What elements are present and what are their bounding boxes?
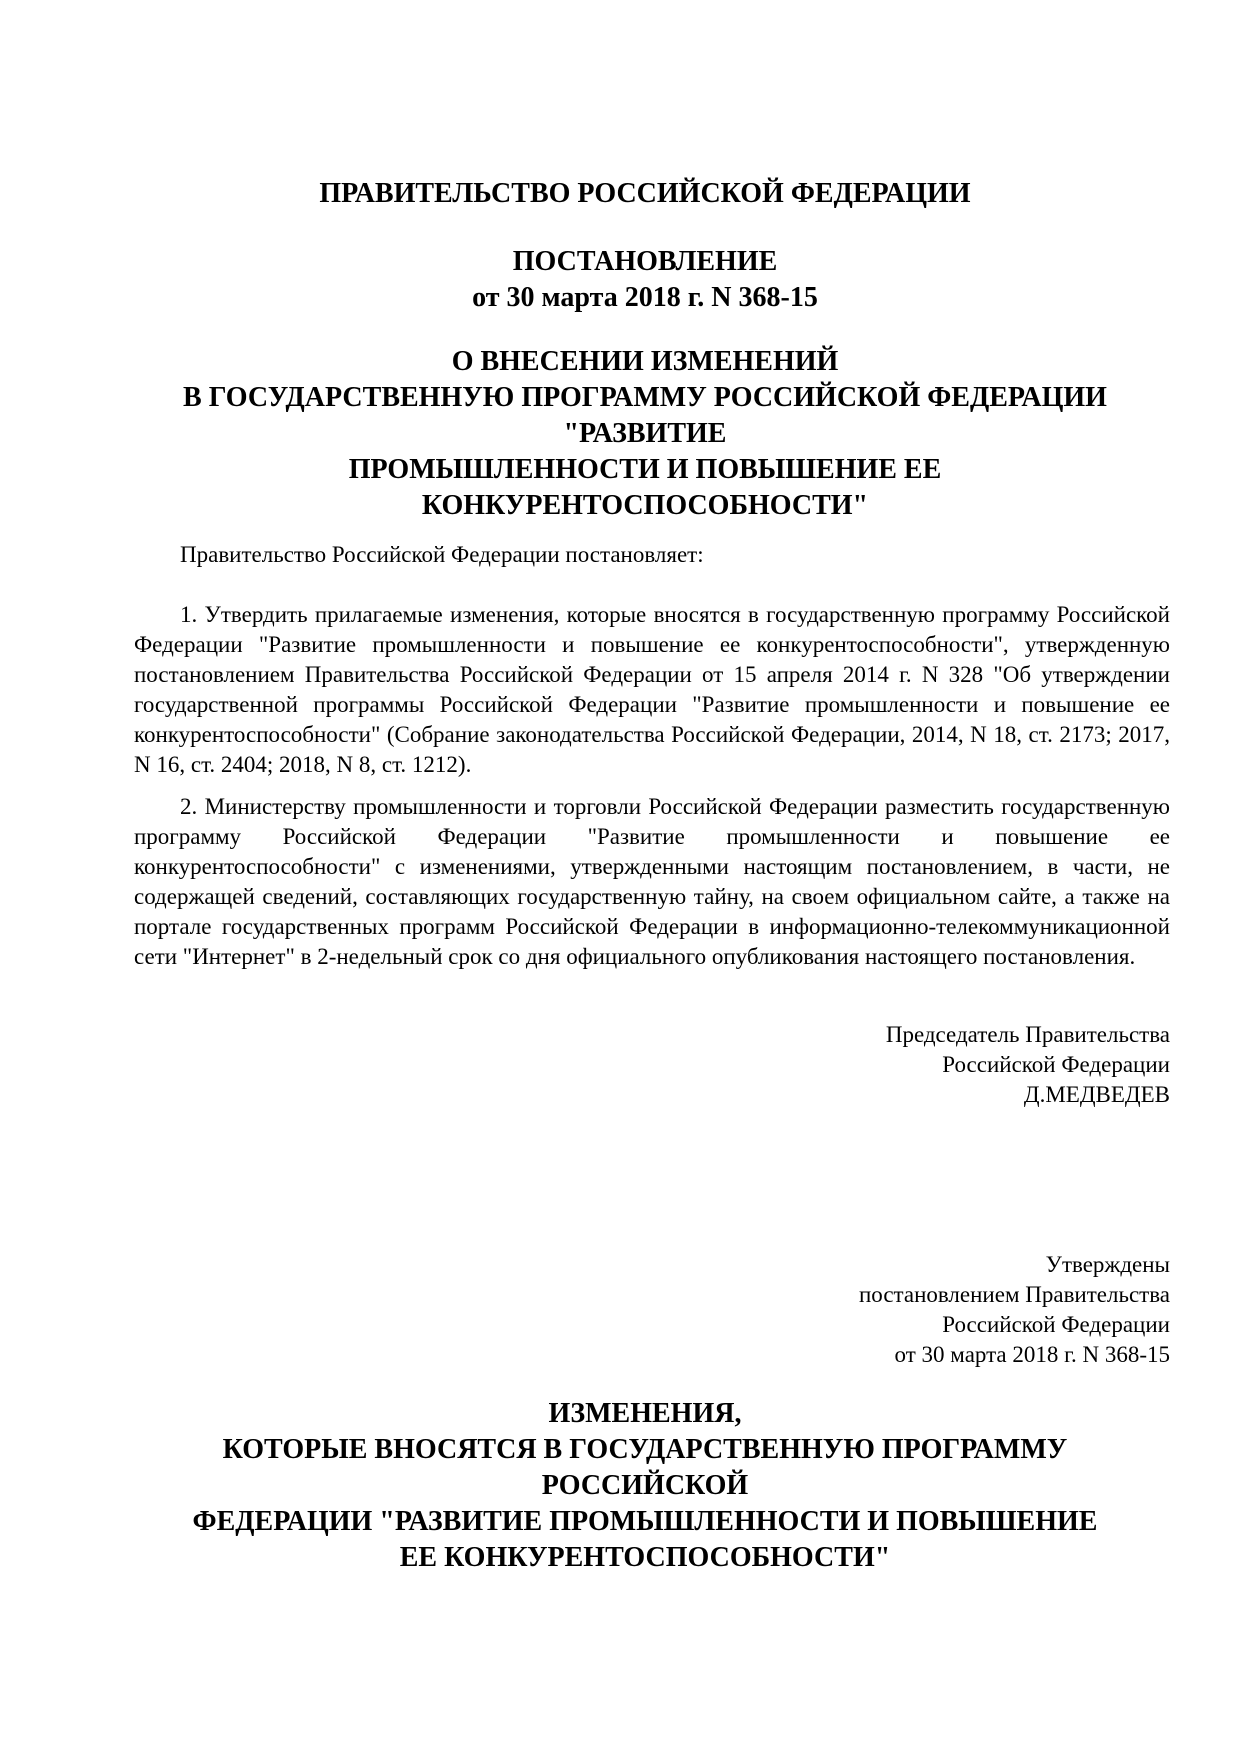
changes-title-line: РОССИЙСКОЙ <box>541 1470 749 1501</box>
approval-line: Утверждены <box>1045 1252 1170 1277</box>
decree-heading <box>120 244 1170 316</box>
paragraph-2: 2. Министерству промышленности и торговли Российской Федерации разместить государственную программу Российской Федерации "Развитие промышленности и повышение ее конкурентоспособности" с изменениями, утвержденными настоящим постановлением, в части, не содержащей сведений, составляющих государственную тайну, на своем официальном сайте, а также на портале государственных программ Российской Федерации в информационно-телекоммуникационной сети "Интернет" в 2-недельный срок со дня официального опубликования настоящего постановления. <box>134 794 1170 969</box>
government-name: ПРАВИТЕЛЬСТВО РОССИЙСКОЙ ФЕДЕРАЦИИ <box>319 178 971 209</box>
decree-title-line: О ВНЕСЕНИИ ИЗМЕНЕНИЙ <box>451 346 839 377</box>
decree-title <box>120 344 1170 524</box>
approval-line: постановлением Правительства <box>858 1282 1170 1307</box>
intro-statement: Правительство Российской Федерации постановляет: <box>180 542 704 567</box>
decree-title-line: КОНКУРЕНТОСПОСОБНОСТИ" <box>421 490 869 521</box>
changes-title-line: ЕЕ КОНКУРЕНТОСПОСОБНОСТИ" <box>399 1542 891 1573</box>
decree-date-number: от 30 марта 2018 г. N 368-15 <box>472 282 818 313</box>
decree-title-line: ПРОМЫШЛЕННОСТИ И ПОВЫШЕНИЕ ЕЕ <box>348 454 942 485</box>
paragraph-1: 1. Утвердить прилагаемые изменения, которые вносятся в государственную программу Российской Федерации "Развитие промышленности и повышение ее конкурентоспособности", утвержденную постановлением Правительства Российской Федерации от 15 апреля 2014 г. N 328 "Об утверждении государственной программы Российской Федерации "Развитие промышленности и повышение ее конкурентоспособности" (Собрание законодательства Российской Федерации, 2014, N 18, ст. 2173; 2017, N 16, ст. 2404; 2018, N 8, ст. 1212). <box>134 602 1170 777</box>
approval-line: от 30 марта 2018 г. N 368-15 <box>894 1342 1170 1367</box>
signature-title: Председатель Правительства <box>885 1022 1170 1047</box>
changes-title-line: КОТОРЫЕ ВНОСЯТСЯ В ГОСУДАРСТВЕННУЮ ПРОГРАММУ <box>222 1434 1068 1465</box>
signature-organization: Российской Федерации <box>942 1052 1170 1077</box>
approval-block <box>859 1250 1170 1370</box>
changes-title-line: ФЕДЕРАЦИИ "РАЗВИТИЕ ПРОМЫШЛЕННОСТИ И ПОВЫШЕНИЕ <box>192 1506 1098 1537</box>
decree-type: ПОСТАНОВЛЕНИЕ <box>512 246 778 277</box>
decree-title-line: "РАЗВИТИЕ <box>563 418 727 449</box>
changes-title <box>120 1396 1170 1576</box>
signature-block <box>886 1020 1170 1110</box>
changes-title-line: ИЗМЕНЕНИЯ, <box>548 1398 742 1429</box>
decree-title-line: В ГОСУДАРСТВЕННУЮ ПРОГРАММУ РОССИЙСКОЙ ФЕДЕРАЦИИ <box>183 382 1107 413</box>
approval-line: Российской Федерации <box>942 1312 1170 1337</box>
signature-name: Д.МЕДВЕДЕВ <box>1023 1082 1170 1107</box>
government-heading <box>120 176 1170 212</box>
